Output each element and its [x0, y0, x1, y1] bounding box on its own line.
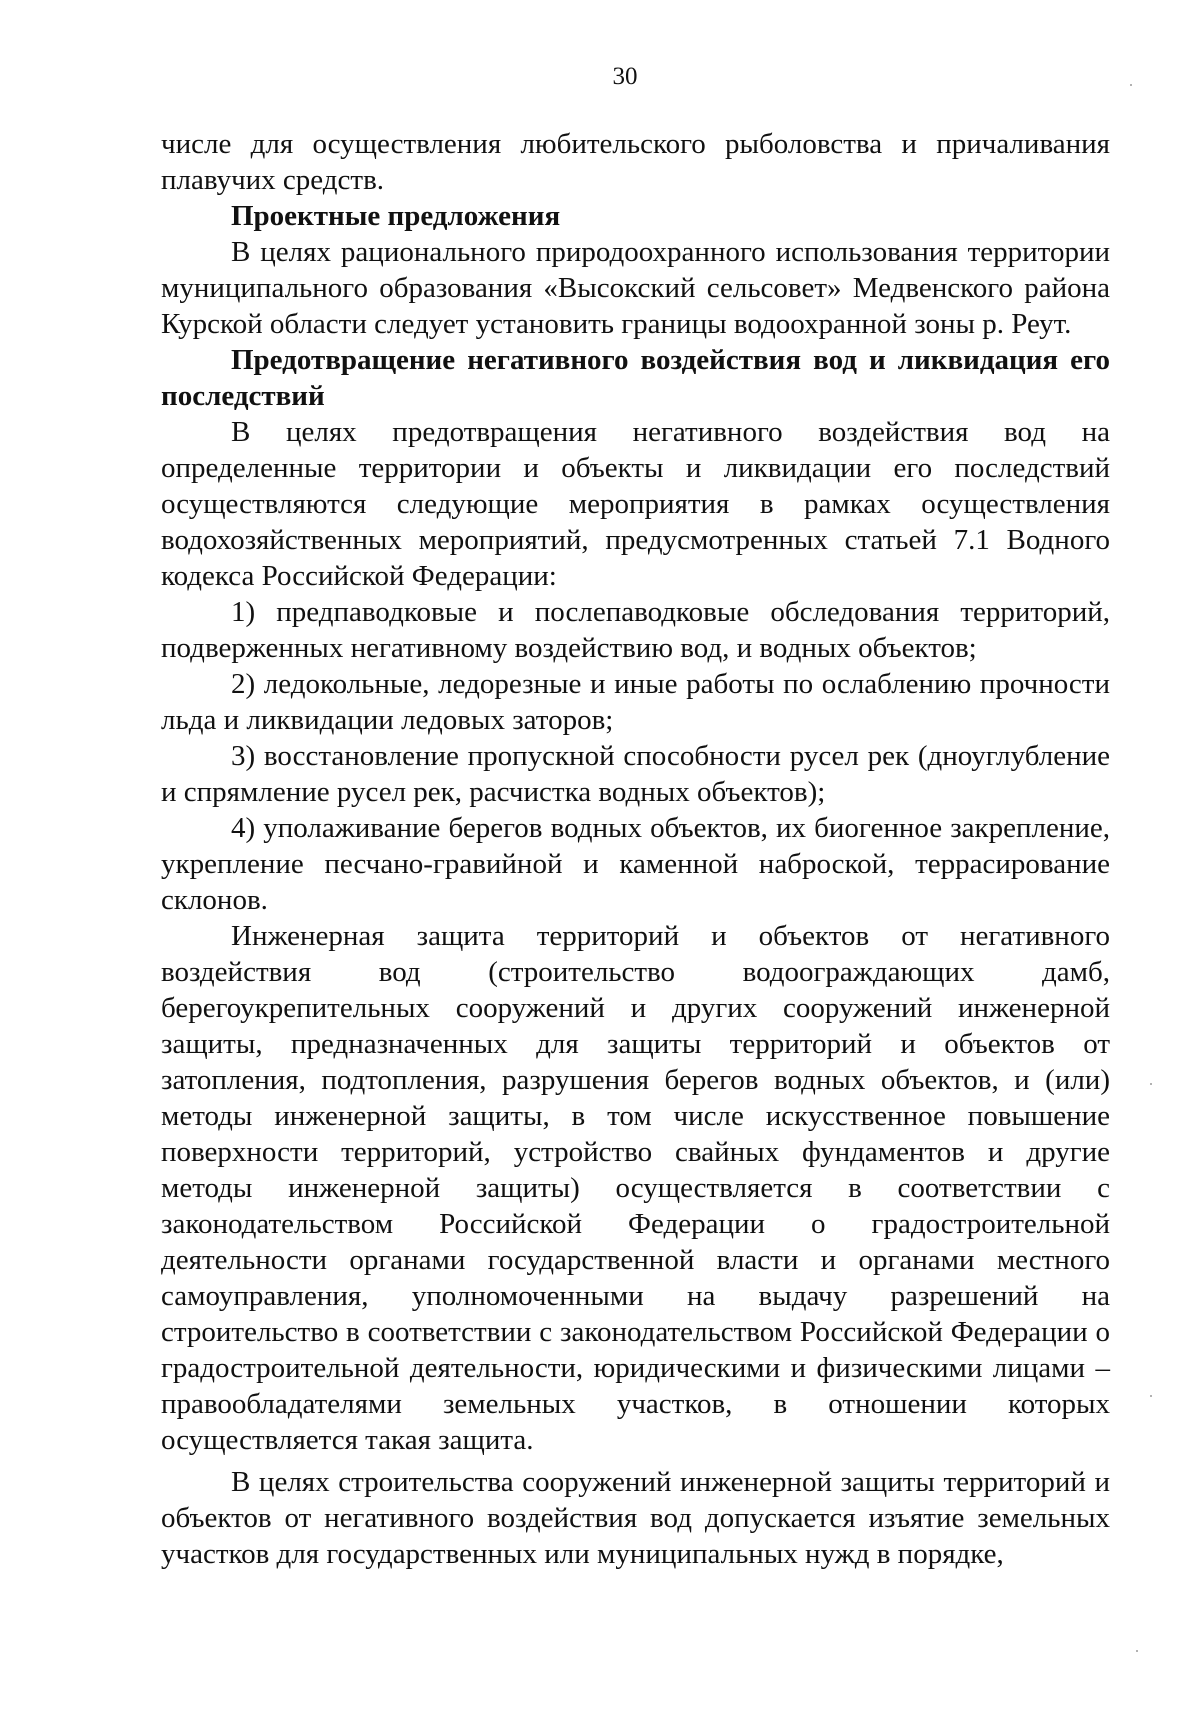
paragraph-continuation: числе для осуществления любительского рыболовства и причаливания плавучих средств.: [161, 128, 1110, 196]
list-item-2: 2) ледокольные, ледорезные и иные работы по ослаблению прочности льда и ликвидации ледовых заторов;: [161, 668, 1110, 736]
list-item-3: 3) восстановление пропускной способности русел рек (дноуглубление и спрямление русел рек, расчистка водных объектов);: [161, 740, 1110, 808]
paragraph-engineering-protection: Инженерная защита территорий и объектов от негативного воздействия вод (строительство водоограждающих дамб, берегоукрепительных сооружений и других сооружений инженерной защиты, предназначенных для защиты территорий и объектов от затопления, подтопления, разрушения берегов водных объектов, и (или) методы инженерной защиты, в том числе искусственное повышение поверхности территорий, устройство свайных фундаментов и другие методы инженерной защиты) осуществляется в соответствии с законодательством Российской Федерации о градостроительной деятельности органами государственной власти и органами местного самоуправления, уполномоченными на выдачу разрешений на строительство в соответствии с законодательством Российской Федерации о градостроительной деятельности, юридическими и физическими лицами – правообладателями земельных участков, в отношении которых осуществляется такая защита.: [161, 920, 1110, 1456]
scan-artifact: [1150, 1395, 1152, 1397]
page-number: 30: [612, 63, 638, 90]
document-body: [161, 126, 1110, 1572]
scan-artifact: [1130, 84, 1132, 86]
paragraph-land-withdrawal: В целях строительства сооружений инженерной защиты территорий и объектов от негативного воздействия вод допускается изъятие земельных участков для государственных или муниципальных нужд в порядке,: [161, 1466, 1110, 1570]
section-heading-project-proposals: Проектные предложения: [231, 200, 561, 232]
paragraph-measures-intro: В целях предотвращения негативного воздействия вод на определенные территории и объекты и ликвидации его последствий осуществляются следующие мероприятия в рамках осуществления водохозяйственных мероприятий, предусмотренных статьей 7.1 Водного кодекса Российской Федерации:: [161, 416, 1110, 592]
list-item-1: 1) предпаводковые и послепаводковые обследования территорий, подверженных негативному воздействию вод, и водных объектов;: [161, 596, 1110, 664]
list-item-4: 4) уполаживание берегов водных объектов, их биогенное закрепление, укрепление песчано-гравийной и каменной наброской, террасирование склонов.: [161, 812, 1110, 916]
paragraph-project-proposals: В целях рационального природоохранного использования территории муниципального образования «Высокский сельсовет» Медвенского района Курской области следует установить границы водоохранной зоны р. Реут.: [161, 236, 1110, 340]
section-heading-negative-impact: Предотвращение негативного воздействия вод и ликвидация его последствий: [161, 344, 1110, 412]
scan-artifact: [1150, 1083, 1152, 1085]
scan-artifact: [1136, 1650, 1138, 1652]
